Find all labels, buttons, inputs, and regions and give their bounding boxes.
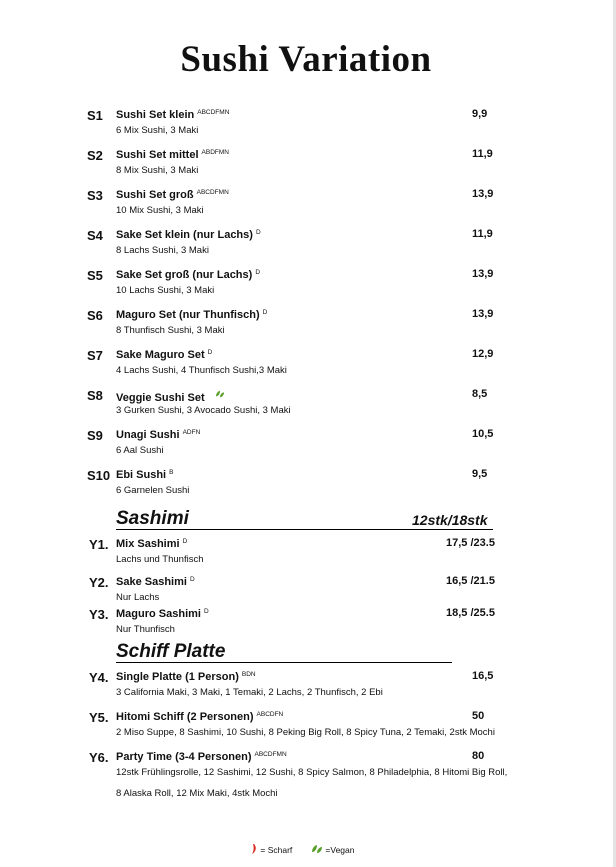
sashimi-count-label: 12stk/18stk: [412, 512, 488, 528]
schiff-heading: Schiff Platte: [116, 641, 226, 662]
page-title: Sushi Variation: [180, 39, 432, 80]
item-code: Y5.: [89, 710, 109, 725]
item-name: [116, 538, 187, 550]
item-code: Y6.: [89, 750, 109, 765]
allergen-codes: D: [255, 269, 261, 276]
item-price: 10,5: [472, 428, 494, 440]
item-code: S1: [87, 108, 103, 123]
item-name: [116, 229, 261, 241]
allergen-codes: ADFN: [182, 429, 201, 436]
chili-icon: [250, 847, 260, 857]
item-name: [116, 149, 229, 161]
item-description: 8 Mix Sushi, 3 Maki: [116, 165, 199, 176]
item-name-text: Sake Set klein (nur Lachs): [116, 229, 253, 241]
item-name: [116, 671, 256, 683]
item-code: S2: [87, 148, 103, 163]
item-name: [116, 751, 287, 763]
item-code: S7: [87, 348, 103, 363]
item-name: [116, 429, 200, 441]
legend: [250, 843, 354, 857]
item-name-text: Sake Sashimi: [116, 576, 187, 588]
item-description: 8 Thunfisch Sushi, 3 Maki: [116, 325, 225, 336]
item-name: [116, 469, 173, 481]
allergen-codes: D: [203, 608, 209, 615]
schiff-underline: [116, 662, 452, 663]
leaf-icon: [311, 846, 325, 856]
item-name-text: Mix Sashimi: [116, 538, 180, 550]
item-name-text: Hitomi Schiff (2 Personen): [116, 711, 254, 723]
item-description: 3 California Maki, 3 Maki, 1 Temaki, 2 Lachs, 2 Thunfisch, 2 Ebi: [116, 687, 383, 698]
item-name-text: Single Platte (1 Person): [116, 671, 239, 683]
item-price: 11,9: [472, 148, 493, 160]
allergen-codes: ABCDFMN: [254, 751, 287, 758]
item-name-text: Maguro Set (nur Thunfisch): [116, 309, 260, 321]
item-price: 16,5 /21.5: [446, 575, 495, 587]
item-name-text: Party Time (3-4 Personen): [116, 751, 252, 763]
item-name-text: Unagi Sushi: [116, 429, 180, 441]
item-price: 50: [472, 710, 485, 722]
item-price: 16,5: [472, 670, 494, 682]
item-code: S4: [87, 228, 103, 243]
item-price: 11,9: [472, 228, 493, 240]
sashimi-heading: Sashimi: [116, 508, 189, 529]
sashimi-underline: [116, 529, 493, 530]
item-description: 10 Lachs Sushi, 3 Maki: [116, 285, 215, 296]
item-description: 4 Lachs Sushi, 4 Thunfisch Sushi,3 Maki: [116, 365, 287, 376]
item-price: 13,9: [472, 188, 494, 200]
allergen-codes: ABDFMN: [201, 149, 229, 156]
item-code: Y3.: [89, 607, 109, 622]
item-name: [116, 269, 260, 281]
item-code: S6: [87, 308, 103, 323]
allergen-codes: D: [189, 576, 195, 583]
item-description: 12stk Frühlingsrolle, 12 Sashimi, 12 Sushi, 8 Spicy Salmon, 8 Philadelphia, 8 Hitomi Big Roll,: [116, 767, 508, 778]
item-code: S8: [87, 388, 103, 403]
item-price: 18,5 /25.5: [446, 607, 495, 619]
item-description: Nur Thunfisch: [116, 624, 175, 635]
item-name-text: Sushi Set mittel: [116, 149, 199, 161]
item-name: [116, 349, 212, 361]
legend-vegan-label: =Vegan: [325, 845, 355, 855]
item-description: 8 Lachs Sushi, 3 Maki: [116, 245, 209, 256]
item-description: 6 Garnelen Sushi: [116, 485, 190, 496]
item-description: 10 Mix Sushi, 3 Maki: [116, 205, 204, 216]
item-name-text: Ebi Sushi: [116, 469, 167, 481]
leaf-icon: [215, 389, 225, 401]
item-description: Nur Lachs: [116, 592, 160, 603]
item-name: [116, 576, 195, 588]
legend-spicy-label: = Scharf: [260, 845, 293, 855]
item-price: 8,5: [472, 388, 488, 400]
item-description: 6 Mix Sushi, 3 Maki: [116, 125, 199, 136]
item-price: 12,9: [472, 348, 494, 360]
item-name: [116, 711, 283, 723]
item-name: [116, 309, 267, 321]
allergen-codes: D: [182, 538, 188, 545]
allergen-codes: ABCDFN: [256, 711, 284, 718]
item-code: S5: [87, 268, 103, 283]
item-price: 9,9: [472, 108, 488, 120]
item-code: S9: [87, 428, 103, 443]
item-name-text: Sake Maguro Set: [116, 349, 205, 361]
item-description: 6 Aal Sushi: [116, 445, 164, 456]
item-name-text: Sushi Set klein: [116, 109, 195, 121]
allergen-codes: D: [255, 229, 261, 236]
item-description: Lachs und Thunfisch: [116, 554, 204, 565]
item-price: 17,5 /23.5: [446, 537, 495, 549]
item-description: 2 Miso Suppe, 8 Sashimi, 10 Sushi, 8 Peking Big Roll, 8 Spicy Tuna, 2 Temaki, 2stk Mochi: [116, 727, 495, 738]
allergen-codes: D: [207, 349, 213, 356]
item-price: 80: [472, 750, 485, 762]
item-name-text: Sake Set groß (nur Lachs): [116, 269, 253, 281]
item-code: Y2.: [89, 575, 109, 590]
item-code: S10: [87, 468, 111, 483]
item-code: S3: [87, 188, 103, 203]
allergen-codes: BDN: [241, 671, 256, 678]
allergen-codes: B: [169, 469, 174, 476]
item-name: [116, 389, 225, 404]
allergen-codes: D: [262, 309, 268, 316]
item-name: [116, 189, 229, 201]
item-name-text: Veggie Sushi Set: [116, 392, 205, 404]
item-name-text: Sushi Set groß: [116, 189, 194, 201]
item-description: 3 Gurken Sushi, 3 Avocado Sushi, 3 Maki: [116, 405, 291, 416]
item-price: 13,9: [472, 268, 494, 280]
item-code: Y4.: [89, 670, 109, 685]
item-price: 13,9: [472, 308, 494, 320]
item-code: Y1.: [89, 537, 109, 552]
item-price: 9,5: [472, 468, 488, 480]
item-description-continued: 8 Alaska Roll, 12 Mix Maki, 4stk Mochi: [116, 788, 278, 799]
allergen-codes: ABCDFMN: [196, 189, 229, 196]
item-name: [116, 608, 209, 620]
allergen-codes: ABCDFMN: [197, 109, 230, 116]
item-name-text: Maguro Sashimi: [116, 608, 201, 620]
item-name: [116, 109, 229, 121]
